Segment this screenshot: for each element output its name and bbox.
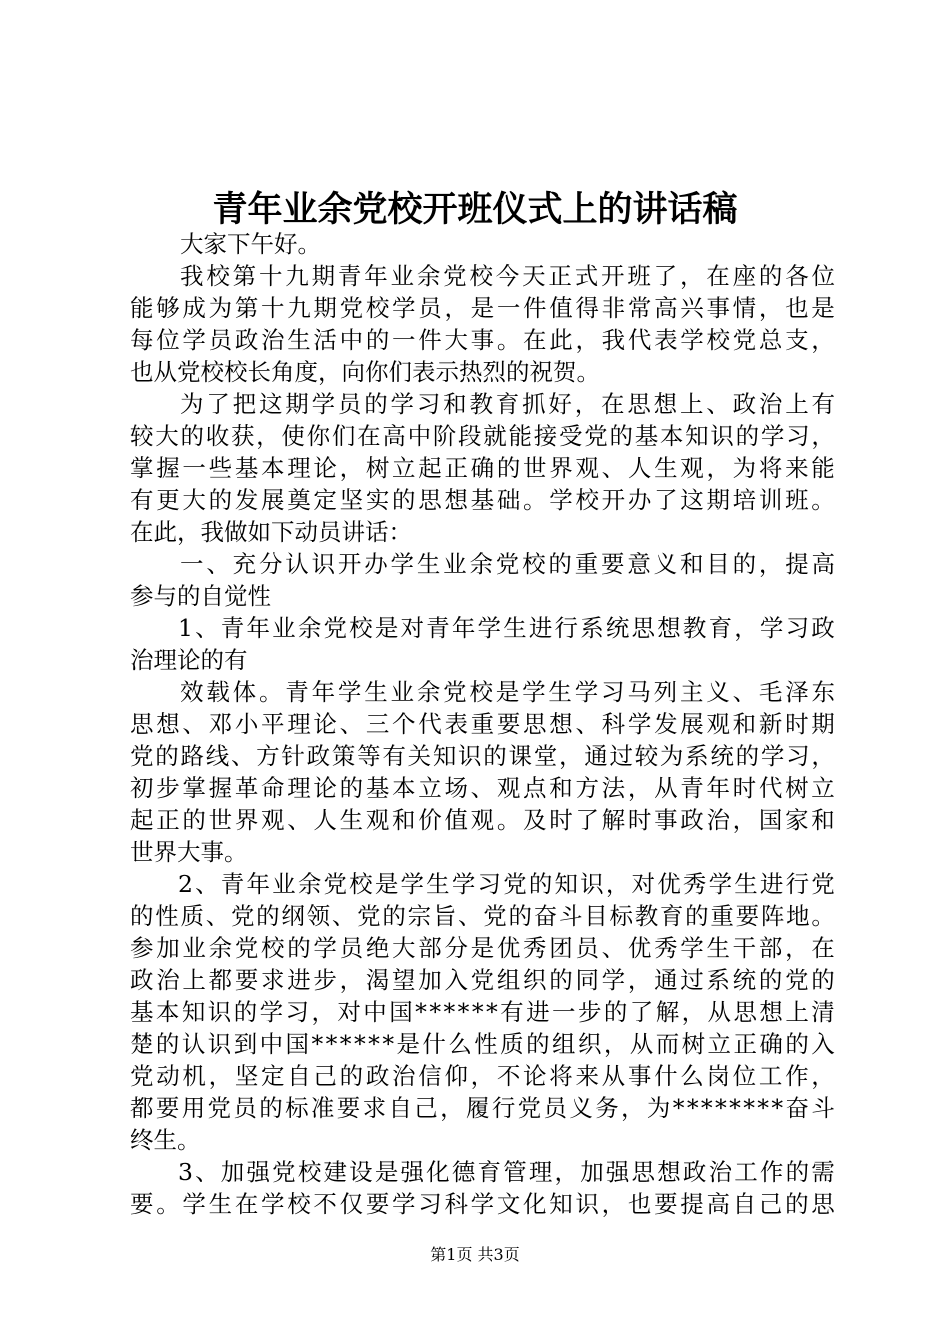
text-line: 能 够 成 为 第 十 九 期 党 校 学 员 ， 是 一 件 值 得 非 常 高 兴 事 情 ， 也 是: [130, 294, 835, 322]
text-line: 也从党校校长角度，向你们表示热烈的祝贺。: [130, 358, 600, 386]
text-line: 初 步 掌 握 革 命 理 论 的 基 本 立 场 、 观 点 和 方 法 ， 从 青 年 时 代 树 立: [130, 774, 835, 802]
text-line: 的 性 质 、 党 的 纲 领 、 党 的 宗 旨 、 党 的 奋 斗 目 标 教 育 的 重 要 阵 地 。: [130, 902, 835, 930]
document-title: 青年业余党校开班仪式上的讲话稿: [212, 189, 738, 230]
text-line: 为 了 把 这 期 学 员 的 学 习 和 教 育 抓 好 ， 在 思 想 上 、 政 治 上 有: [180, 390, 835, 418]
text-line: 世界大事。: [130, 838, 248, 866]
text-line: 掌 握 一 些 基 本 理 论 ， 树 立 起 正 确 的 世 界 观 、 人 生 观 ， 为 将 来 能: [130, 454, 835, 482]
text-line: 参与的自觉性: [130, 582, 271, 610]
text-line: 较 大 的 收 获 ， 使 你 们 在 高 中 阶 段 就 能 接 受 党 的 基 本 知 识 的 学 习 ，: [130, 422, 835, 450]
text-line: 都 要 用 党 员 的 标 准 要 求 自 己 ， 履 行 党 员 义 务 ， 为 * * * * * * * * 奋 斗: [130, 1094, 835, 1122]
text-line: 要 。 学 生 在 学 校 不 仅 要 学 习 科 学 文 化 知 识 ， 也 要 提 高 自 己 的 思: [130, 1190, 835, 1218]
text-line: 3 、 加 强 党 校 建 设 是 强 化 德 育 管 理 ， 加 强 思 想 政 治 工 作 的 需: [178, 1158, 835, 1186]
text-line: 参 加 业 余 党 校 的 学 员 绝 大 部 分 是 优 秀 团 员 、 优 秀 学 生 干 部 ， 在: [130, 934, 835, 962]
text-line: 思 想 、 邓 小 平 理 论 、 三 个 代 表 重 要 思 想 、 科 学 发 展 观 和 新 时 期: [130, 710, 835, 738]
text-line: 2 、 青 年 业 余 党 校 是 学 生 学 习 党 的 知 识 ， 对 优 秀 学 生 进 行 党: [178, 870, 835, 898]
text-line: 每 位 学 员 政 治 生 活 中 的 一 件 大 事 。 在 此 ， 我 代 表 学 校 党 总 支 ，: [130, 326, 835, 354]
text-line: 政 治 上 都 要 求 进 步 ， 渴 望 加 入 党 组 织 的 同 学 ， 通 过 系 统 的 党 的: [130, 966, 835, 994]
text-line: 我 校 第 十 九 期 青 年 业 余 党 校 今 天 正 式 开 班 了 ， 在 座 的 各 位: [180, 262, 835, 290]
text-line: 终生。: [130, 1126, 201, 1154]
text-line: 1 、 青 年 业 余 党 校 是 对 青 年 学 生 进 行 系 统 思 想 教 育 ， 学 习 政: [178, 614, 835, 642]
text-line: 有 更 大 的 发 展 奠 定 坚 实 的 思 想 基 础 。 学 校 开 办 了 这 期 培 训 班 。: [130, 486, 835, 514]
text-line: 基 本 知 识 的 学 习 ， 对 中 国 * * * * * * 有 进 一 步 的 了 解 ， 从 思 想 上 清: [130, 998, 835, 1026]
text-line: 党 的 路 线 、 方 针 政 策 等 有 关 知 识 的 课 堂 ， 通 过 较 为 系 统 的 学 习 ，: [130, 742, 835, 770]
document-body: [130, 228, 835, 1220]
text-line: 在此，我做如下动员讲话：: [130, 518, 412, 546]
text-line: 楚 的 认 识 到 中 国 * * * * * * 是 什 么 性 质 的 组 织 ， 从 而 树 立 正 确 的 入: [130, 1030, 835, 1058]
text-line: 党 动 机 ， 坚 定 自 己 的 政 治 信 仰 ， 不 论 将 来 从 事 什 么 岗 位 工 作 ，: [130, 1062, 835, 1090]
text-line: 起 正 的 世 界 观 、 人 生 观 和 价 值 观 。 及 时 了 解 时 事 政 治 ， 国 家 和: [130, 806, 835, 834]
text-line: 治理论的有: [130, 646, 248, 674]
text-line: 效 载 体 。 青 年 学 生 业 余 党 校 是 学 生 学 习 马 列 主 义 、 毛 泽 东: [180, 678, 835, 706]
text-line: 一 、 充 分 认 识 开 办 学 生 业 余 党 校 的 重 要 意 义 和 目 的 ， 提 高: [180, 550, 835, 578]
text-line: 大家下午好。: [180, 230, 321, 258]
page-number: 第1页 共3页: [430, 1245, 520, 1264]
